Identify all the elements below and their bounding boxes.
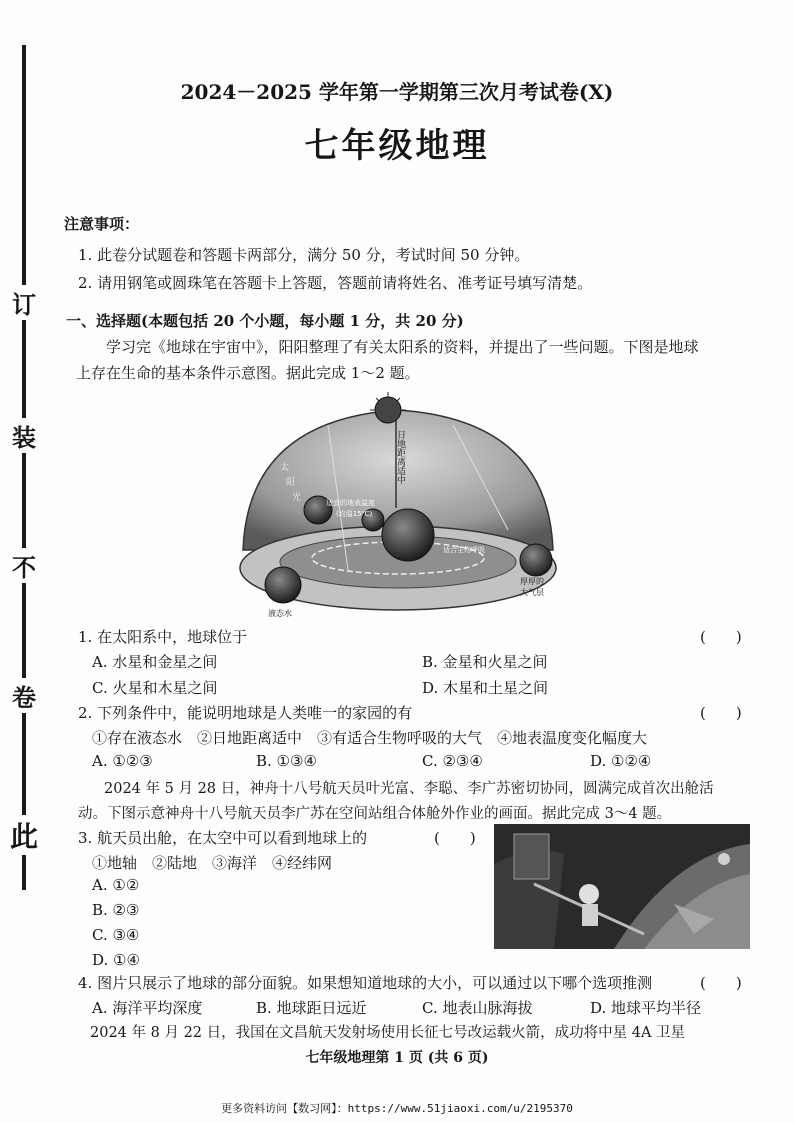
label-temperature-1: 适宜的地表温度	[326, 499, 375, 507]
label-distance: 日地距离适中	[395, 430, 405, 484]
q3-option-d: D. ①④	[92, 951, 140, 969]
intro-line-1: 学习完《地球在宇宙中》，阳阳整理了有关太阳系的资料，并提出了一些问题。下图是地球	[106, 338, 699, 356]
astronaut-photo	[494, 824, 750, 949]
q2-option-d: D. ①②④	[590, 752, 652, 770]
q2-answer-paren: ( )	[700, 704, 742, 722]
earth-conditions-diagram	[228, 390, 568, 625]
q2-conditions: ①存在液态水 ②日地距离适中 ③有适合生物呼吸的大气 ④地表温度变化幅度大	[92, 729, 648, 747]
binding-char-1: 订	[4, 285, 44, 320]
binding-char-4: 卷	[4, 678, 44, 713]
note-item-1: 1. 此卷分试题卷和答题卡两部分，满分 50 分，考试时间 50 分钟。	[78, 246, 530, 264]
q2-option-b: B. ①③④	[256, 752, 317, 770]
label-atmosphere-1: 厚厚的	[520, 577, 544, 586]
page-footer: 七年级地理第 1 页 (共 6 页)	[305, 1050, 489, 1066]
q3-conditions: ①地轴 ②陆地 ③海洋 ④经纬网	[92, 854, 333, 872]
water-planet-icon	[265, 567, 301, 603]
atmosphere-planet-icon	[520, 544, 552, 576]
q2-option-c: C. ②③④	[422, 752, 483, 770]
binding-char-3: 不	[4, 548, 44, 583]
section-title: 一、选择题(本题包括 20 个小题，每小题 1 分，共 20 分)	[66, 312, 464, 330]
notes-heading: 注意事项：	[64, 215, 140, 233]
q1-answer-paren: ( )	[700, 628, 742, 646]
passage3-line: 2024 年 8 月 22 日，我国在文昌航天发射场使用长征七号改运载火箭，成功将中星 4A 卫星	[90, 1025, 686, 1041]
q1-option-a: A. 水星和金星之间	[92, 653, 218, 671]
label-temperature-2: (均温15℃)	[336, 510, 373, 518]
binding-line	[22, 45, 26, 890]
q3-option-a: A. ①②	[92, 876, 140, 894]
q2-stem: 2. 下列条件中，能说明地球是人类唯一的家园的有	[78, 704, 413, 722]
q3-answer-paren: ( )	[434, 829, 476, 847]
earth-icon	[382, 509, 434, 561]
q4-option-a: A. 海洋平均深度	[92, 999, 203, 1017]
source-url[interactable]: 更多资料访问【数习网】：https://www.51jiaoxi.com/u/2195370	[221, 1102, 573, 1115]
q1-option-d: D. 木星和土星之间	[422, 679, 549, 697]
binding-char-5: 此	[4, 815, 44, 855]
q4-option-d: D. 地球平均半径	[590, 999, 702, 1017]
passage2-line-2: 动。下图示意神舟十八号航天员李广苏在空间站组合体舱外作业的画面。据此完成 3～4 题。	[78, 806, 672, 822]
binding-char-2: 装	[4, 418, 44, 453]
label-light-3: 光	[292, 493, 302, 503]
q3-option-c: C. ③④	[92, 926, 140, 944]
q3-stem: 3. 航天员出舱，在太空中可以看到地球上的	[78, 829, 368, 847]
exam-title: 2024－2025 学年第一学期第三次月考试卷(X)	[180, 80, 614, 104]
note-item-2: 2. 请用钢笔或圆珠笔在答题卡上答题，答题前请将姓名、准考证号填写清楚。	[78, 274, 593, 292]
label-atmosphere-2: 大气层	[520, 588, 544, 597]
passage2-line-1: 2024 年 5 月 28 日，神舟十八号航天员叶光富、李聪、李广苏密切协同，圆满完成首次出舱活	[104, 781, 714, 797]
q3-option-b: B. ②③	[92, 901, 140, 919]
q4-option-b: B. 地球距日远近	[256, 999, 367, 1017]
q2-option-a: A. ①②③	[92, 752, 153, 770]
label-breathing: 适合生物呼吸	[443, 546, 485, 554]
subject-title: 七年级地理	[304, 126, 490, 166]
q4-answer-paren: ( )	[700, 974, 742, 992]
intro-line-2: 上存在生命的基本条件示意图。据此完成 1～2 题。	[76, 364, 420, 382]
q1-option-c: C. 火星和木星之间	[92, 679, 218, 697]
label-water: 液态水	[268, 609, 292, 618]
q4-stem: 4. 图片只展示了地球的部分面貌。如果想知道地球的大小，可以通过以下哪个选项推测	[78, 974, 653, 992]
label-light-2: 阳	[286, 478, 296, 488]
q4-option-c: C. 地表山脉海拔	[422, 999, 533, 1017]
q1-stem: 1. 在太阳系中，地球位于	[78, 628, 248, 646]
q1-option-b: B. 金星和火星之间	[422, 653, 548, 671]
label-light-1: 太	[280, 463, 290, 473]
